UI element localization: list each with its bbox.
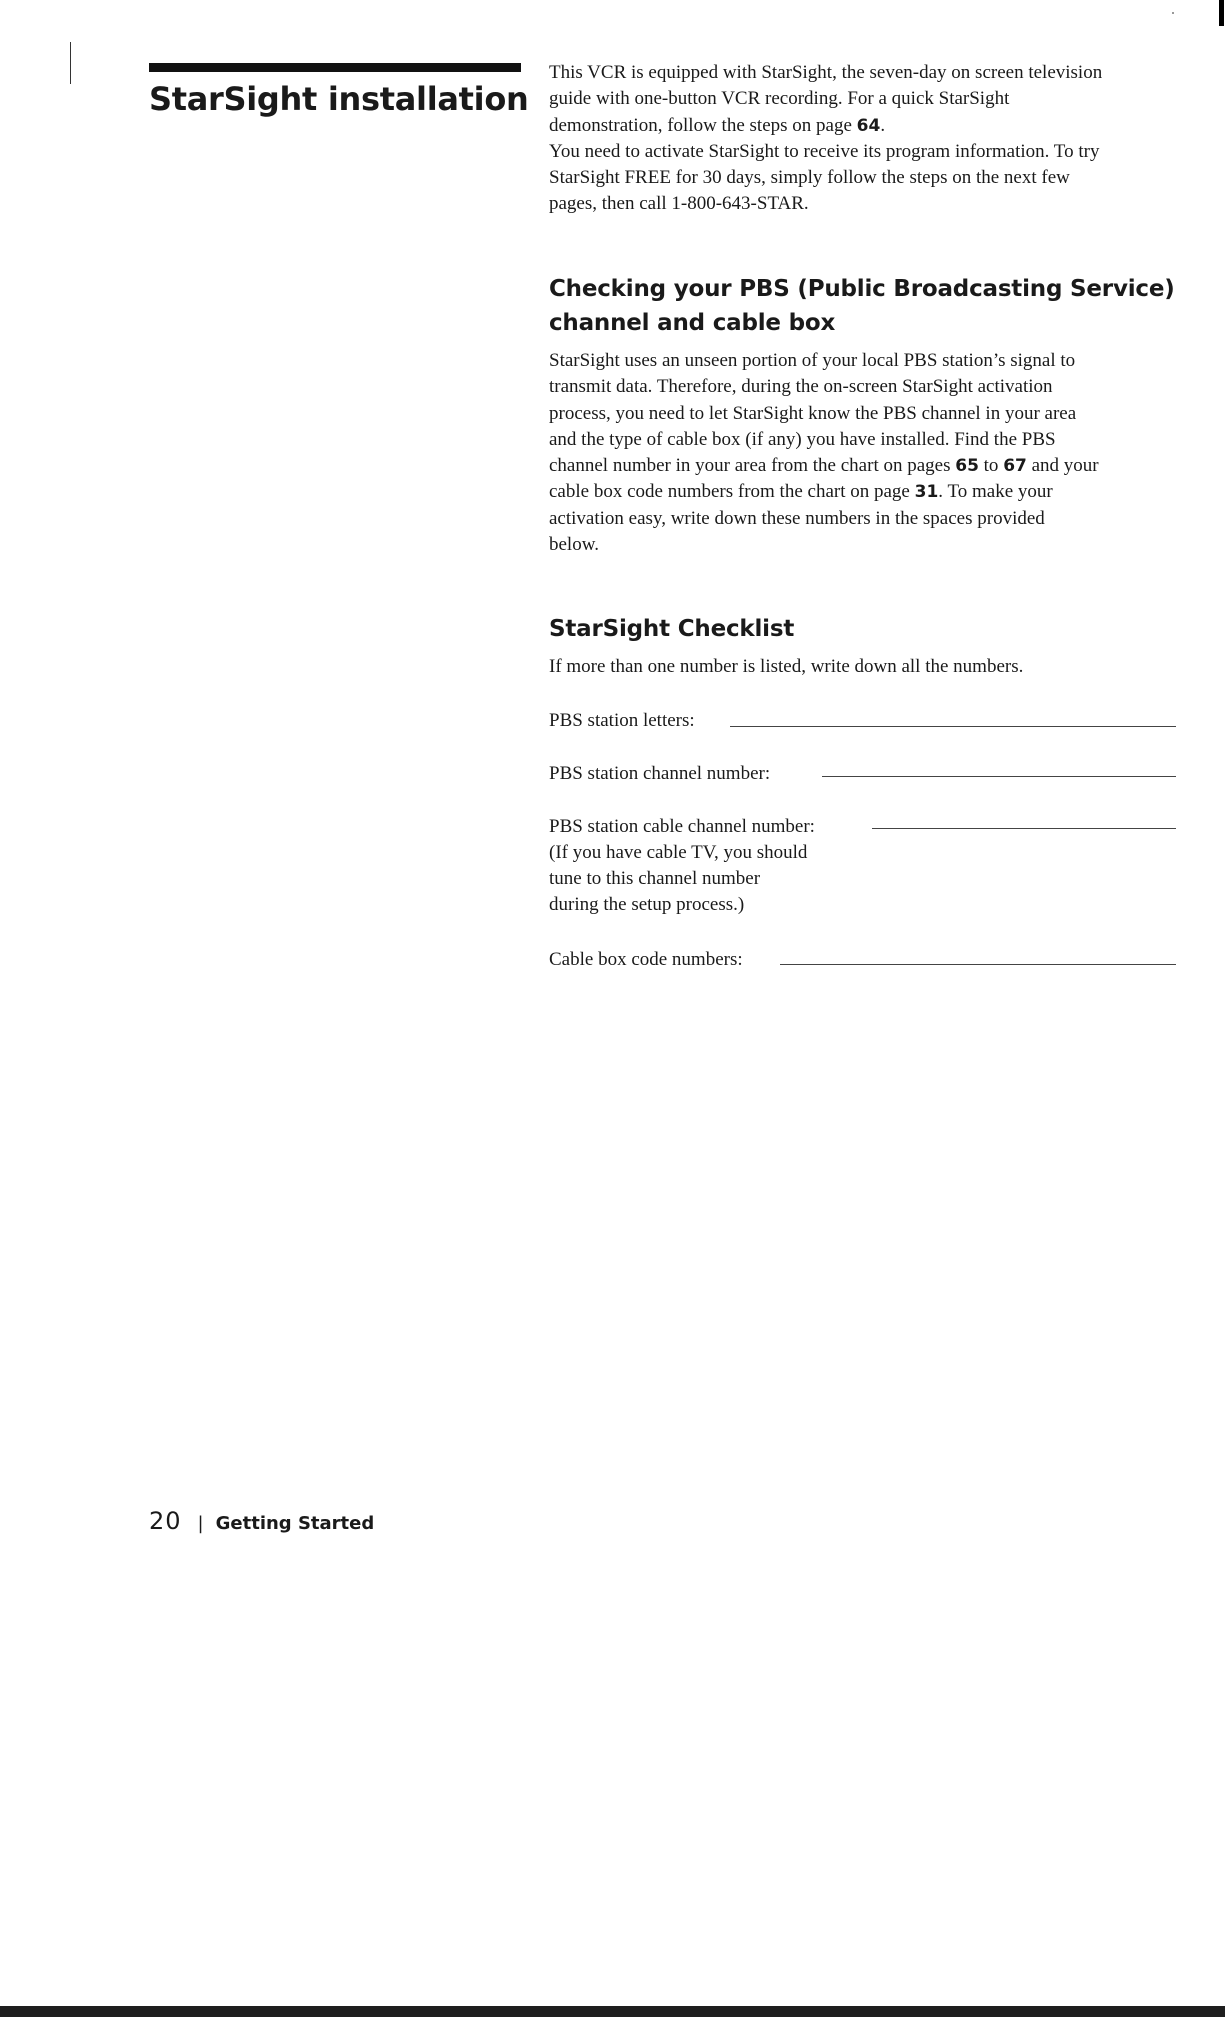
field-label-cable-channel: PBS station cable channel number: <box>549 816 815 837</box>
pbs-body-line: cable box code numbers from the chart on page 31. To make your <box>549 481 1053 503</box>
page-number: 20 <box>149 1507 182 1535</box>
cable-note-line: during the setup process.) <box>549 894 745 915</box>
page-reference: 64 <box>856 115 881 136</box>
scan-margin-mark <box>70 42 71 84</box>
field-label-channel-number: PBS station channel number: <box>549 763 771 784</box>
checklist-heading-block <box>549 612 1189 646</box>
field-label-station-letters: PBS station letters: <box>549 710 695 731</box>
section-rule <box>149 63 521 72</box>
pbs-body-line: transmit data. Therefore, during the on-screen StarSight activation <box>549 376 1053 398</box>
page-reference: 67 <box>1003 456 1027 477</box>
page-reference: 31 <box>914 482 939 503</box>
page-footer <box>149 1508 374 1537</box>
scan-edge-mark <box>1219 0 1224 26</box>
checklist-instruction-block <box>549 654 1189 680</box>
pbs-body-line: below. <box>549 534 599 556</box>
intro-line: guide with one-button VCR recording. For a quick StarSight <box>549 88 1010 110</box>
checklist-instruction: If more than one number is listed, write down all the numbers. <box>549 656 1024 677</box>
pbs-heading-line: channel and cable box <box>549 310 836 336</box>
section-title: StarSight installation <box>149 80 529 118</box>
footer-section-name: Getting Started <box>215 1513 375 1534</box>
write-in-line-cable-channel <box>872 828 1176 829</box>
pbs-heading-line: Checking your PBS (Public Broadcasting Service) <box>549 276 1175 302</box>
pbs-body-line: StarSight uses an unseen portion of your local PBS station’s signal to <box>549 350 1076 371</box>
checklist-heading: StarSight Checklist <box>549 616 795 642</box>
pbs-body-line: activation easy, write down these numbers in the spaces provided <box>549 507 1045 529</box>
scan-bottom-edge <box>0 2006 1225 2017</box>
intro-line: This VCR is equipped with StarSight, the seven-day on screen television <box>549 62 1103 83</box>
cable-note-line: (If you have cable TV, you should <box>549 842 808 863</box>
intro-block <box>549 60 1189 218</box>
pbs-heading <box>549 272 1189 340</box>
write-in-line-station-letters <box>730 726 1176 727</box>
activation-line: pages, then call 1-800-643-STAR. <box>549 193 809 215</box>
activation-line: You need to activate StarSight to receive its program information. To try <box>549 140 1100 162</box>
activation-line: StarSight FREE for 30 days, simply follow the steps on the next few <box>549 167 1070 189</box>
scan-speck <box>1172 12 1174 14</box>
intro-line: demonstration, follow the steps on page 64. <box>549 114 886 136</box>
field-label-cable-box-codes: Cable box code numbers: <box>549 949 743 970</box>
pbs-body-line: and the type of cable box (if any) you have installed. Find the PBS <box>549 428 1056 450</box>
write-in-line-channel-number <box>822 776 1176 777</box>
cable-note-line: tune to this channel number <box>549 868 761 889</box>
footer-separator: | <box>197 1513 204 1534</box>
pbs-body-line: channel number in your area from the chart on pages 65 to 67 and your <box>549 455 1099 477</box>
pbs-body <box>549 348 1189 558</box>
page-reference: 65 <box>955 456 979 477</box>
pbs-body-line: process, you need to let StarSight know the PBS channel in your area <box>549 402 1077 424</box>
write-in-line-cable-box-codes <box>780 964 1176 965</box>
